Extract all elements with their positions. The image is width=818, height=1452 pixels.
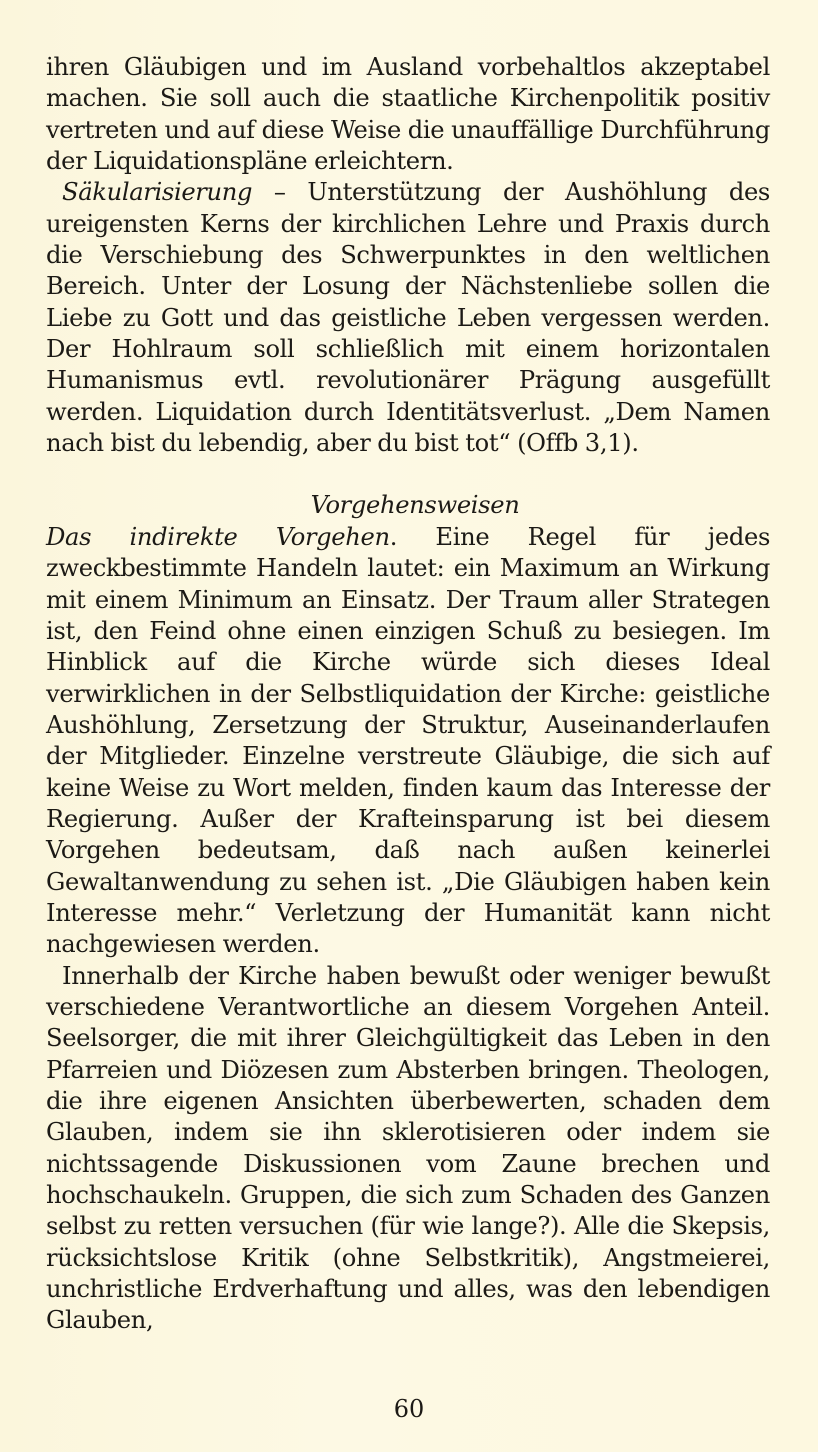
paragraph-4: Innerhalb der Kirche haben bewußt oder weniger bewußt verschiedene Verantwortliche an diesem Vorgehen Anteil. Seelsorger, die mit ihrer Gleichgültigkeit das Leben in den Pfarreien und Diözesen zum Absterben bringen. Theologen, die ihre eigenen Ansichten überbewerten, schaden dem Glauben, indem sie ihn sklerotisieren oder indem sie nichtssagende Diskussionen vom Zaune brechen und hochschaukeln. Gruppen, die sich zum Schaden des Ganzen selbst zu retten versuchen (für wie lange?). Alle die Skepsis, rücksichtslose Kritik (ohne Selbstkritik), Angstmeierei, unchristliche Erdverhaftung und alles, was den lebendigen Glauben, <box>46 961 770 1335</box>
term-indirektes-vorgehen: Das indirekte Vorgehen <box>46 522 390 551</box>
term-saekularisierung: Säkularisierung <box>62 178 253 207</box>
paragraph-2 <box>46 177 770 459</box>
section-heading: Vorgehensweisen <box>310 491 520 520</box>
paragraph-1: ihren Gläubigen und im Ausland vorbehaltlos akzeptabel machen. Sie soll auch die staatliche Kirchenpolitik positiv vertreten und auf diese Weise die unauffällige Durchführung der Liquidationspläne erleichtern. <box>46 53 770 176</box>
body-text <box>46 52 770 1337</box>
page-number: 60 <box>393 1395 425 1423</box>
paragraph-2-text: – Unterstützung der Aushöhlung des ureigensten Kerns der kirchlichen Lehre und Praxis durch die Verschiebung des Schwerpunktes in den weltlichen Bereich. Unter der Losung der Nächstenliebe sollen die Liebe zu Gott und das geistliche Leben vergessen werden. Der Hohlraum soll schließlich mit einem horizontalen Humanismus evtl. revolutionärer Prägung ausgefüllt werden. Liquidation durch Identitätsverlust. „Dem Namen nach bist du lebendig, aber du bist tot“ (Offb 3,1). <box>46 178 770 458</box>
paragraph-3 <box>46 522 770 961</box>
paragraph-3-text: . Eine Regel für jedes zweckbestimmte Handeln lautet: ein Maximum an Wirkung mit einem Minimum an Einsatz. Der Traum aller Strategen ist, den Feind ohne einen einzigen Schuß zu besiegen. Im Hinblick auf die Kirche würde sich dieses Ideal verwirklichen in der Selbstliquidation der Kirche: geistliche Aushöhlung, Zersetzung der Struktur, Auseinanderlaufen der Mitglieder. Einzelne verstreute Gläubige, die sich auf keine Weise zu Wort melden, finden kaum das Interesse der Regierung. Außer der Krafteinsparung ist bei diesem Vorgehen bedeutsam, daß nach außen keinerlei Gewaltanwendung zu sehen ist. „Die Gläubigen haben kein Interesse mehr.“ Verletzung der Humanität kann nicht nachgewiesen werden. <box>46 522 771 959</box>
